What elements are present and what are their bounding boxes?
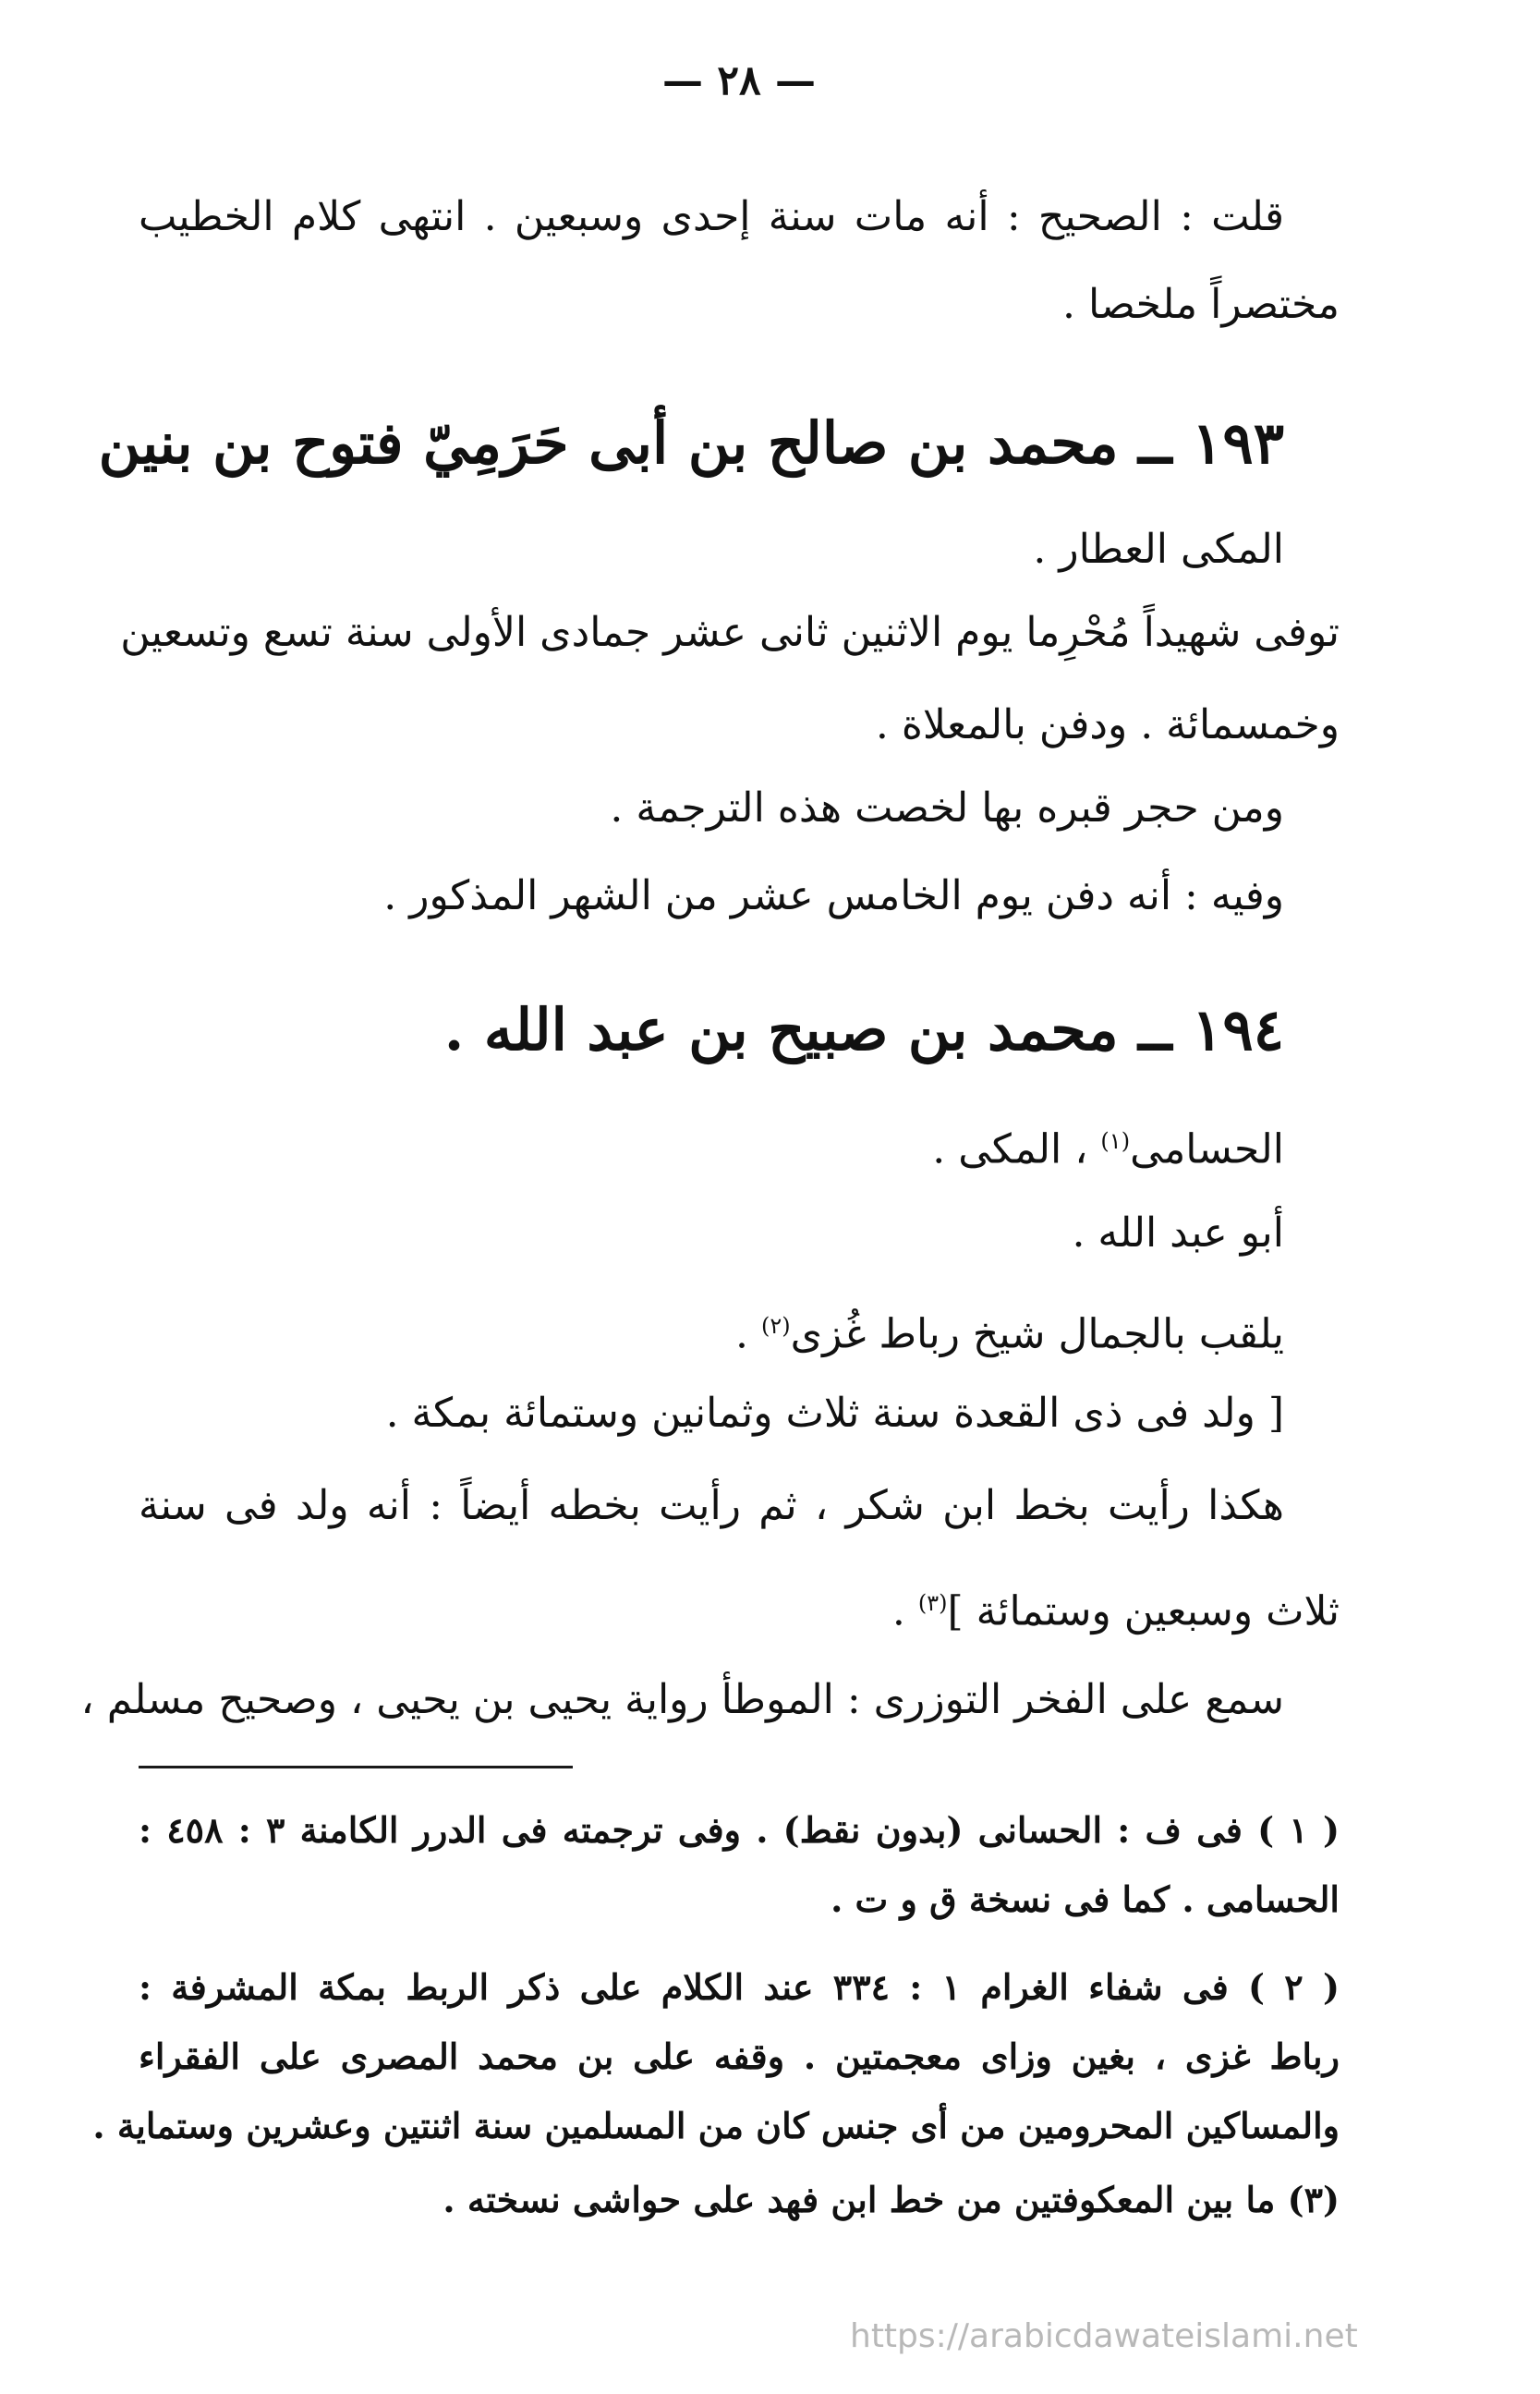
footnote-1-line-2: الحسامى . كما فى نسخة ق و ت . (831, 1878, 1340, 1920)
entry-194-heading: ١٩٤ ــ محمد بن صبيح بن عبد الله . (443, 996, 1284, 1063)
footnote-1-line-1: ( ١ ) فى ف : الحسانى (بدون نقط) . وفى ترجمته فى الدرر الكامنة ٣ : ٤٥٨ : (139, 1809, 1340, 1851)
footnote-ref-3: (٣) (917, 1590, 948, 1616)
entry-193-line-4: ومن حجر قبره بها لخصت هذه الترجمة . (610, 784, 1284, 832)
entry-194-line-6 (892, 1575, 1340, 1640)
entry-194-line-2: أبو عبد الله . (1072, 1209, 1284, 1257)
watermark-url: https://arabicdawateislami.net (850, 2317, 1358, 2355)
entry-194-line-3-text: يلقب بالجمال شيخ رباط غُزى (790, 1310, 1284, 1358)
footnote-3-line-1: (٣) ما بين المعكوفتين من خط ابن فهد على حواشى نسخته . (443, 2179, 1340, 2220)
footnote-2-line-2: رباط غزى ، بغين وزاى معجمتين . وقفه على بن محمد المصرى على الفقراء (139, 2036, 1340, 2077)
entry-194-line-4: [ ولد فى ذى القعدة سنة ثلاث وثمانين وستمائة بمكة . (385, 1390, 1284, 1437)
entry-194-line-5: هكذا رأيت بخط ابن شكر ، ثم رأيت بخطه أيضاً : أنه ولد فى سنة (139, 1482, 1284, 1529)
book-page (80, 0, 1340, 2394)
entry-193-heading: ١٩٣ ــ محمد بن صالح بن أبى حَرَمِيّ فتوح بن بنين (98, 409, 1284, 477)
entry-193-line-5: وفيه : أنه دفن يوم الخامس عشر من الشهر المذكور . (383, 872, 1284, 919)
entry-193-line-1: المكى العطار . (1033, 526, 1284, 573)
entry-194-line-3-rest: . (735, 1310, 748, 1358)
footnote-separator (139, 1766, 573, 1768)
footnote-ref-1: (١) (1100, 1128, 1131, 1154)
page-number: — ٢٨ — (662, 57, 816, 104)
footnote-2-line-3: والمساكين المحرومين من أى جنس كان من المسلمين سنة اثنتين وعشرين وستماية . (92, 2105, 1340, 2146)
entry-194-line-6-text: ثلاث وسبعين وستمائة ] (947, 1587, 1340, 1635)
footnote-2-line-1: ( ٢ ) فى شفاء الغرام ١ : ٣٣٤ عند الكلام على ذكر الربط بمكة المشرفة : (139, 1966, 1340, 2008)
footnote-ref-2: (٢) (761, 1313, 791, 1339)
entry-194-line-7: سمع على الفخر التوزرى : الموطأ رواية يحيى بن يحيى ، وصحيح مسلم ، (80, 1676, 1284, 1723)
entry-193-line-3: وخمسمائة . ودفن بالمعلاة . (875, 701, 1340, 748)
intro-line-2: مختصراً ملخصا . (1062, 281, 1340, 328)
entry-194-line-1-rest: ، المكى . (932, 1125, 1088, 1173)
entry-193-line-2: توفى شهيداً مُحْرِما يوم الاثنين ثانى عشر جمادى الأولى سنة تسع وتسعين (120, 609, 1340, 656)
entry-194-line-1-text: الحسامى (1130, 1125, 1284, 1173)
entry-194-line-6-rest: . (891, 1587, 905, 1635)
entry-194-line-1 (932, 1113, 1284, 1178)
intro-line-1: قلت : الصحيح : أنه مات سنة إحدى وسبعين . انتهى كلام الخطيب (139, 193, 1284, 240)
entry-194-line-3 (735, 1298, 1284, 1363)
